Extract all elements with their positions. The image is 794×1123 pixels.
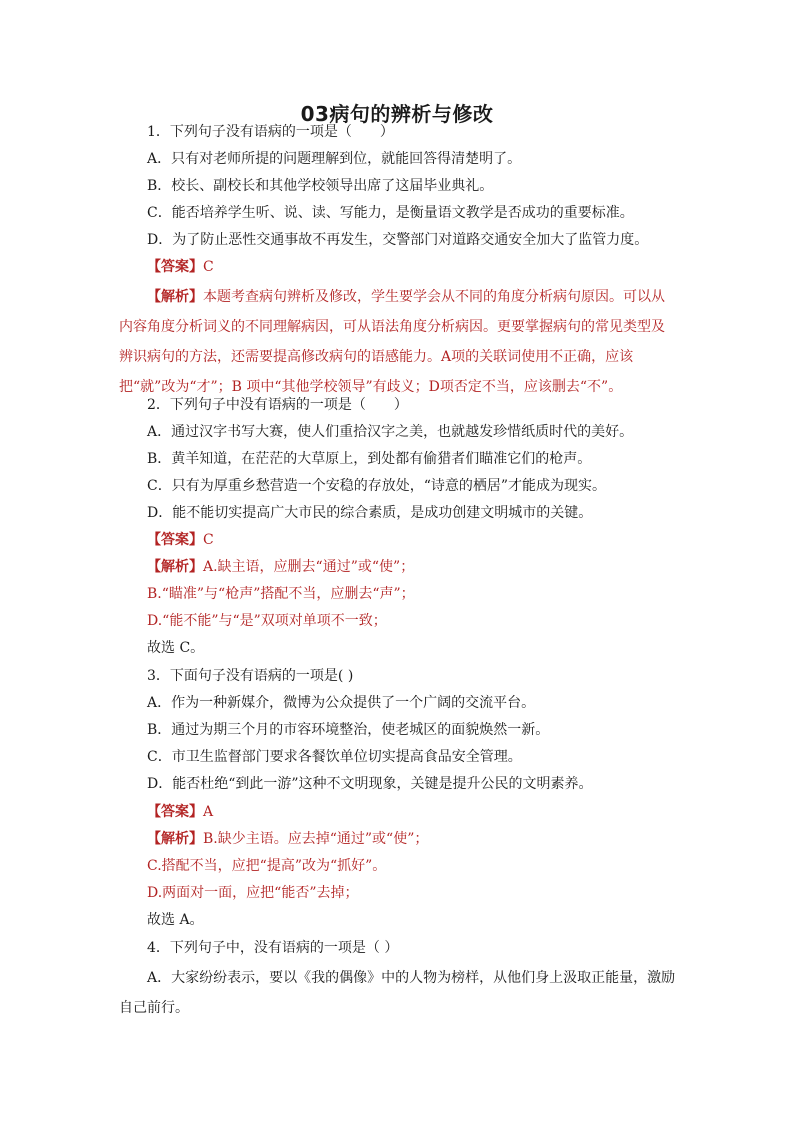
q2-option-c: C．只有为厚重乡愁营造一个安稳的存放处，“诗意的栖居”才能成为现实。	[147, 478, 607, 494]
q1-answer	[147, 257, 677, 277]
q3-option-a: A．作为一种新媒介，微博为公众提供了一个广阔的交流平台。	[147, 695, 536, 711]
q1-analysis-text: 本题考查病句辨析及修改，学生要学会从不同的角度分析病句原因。可以从内容角度分析词义的不同理解病因，可从语法角度分析病因。更要掌握病句的常见类型及辨识病句的方法，还需要提高修改病句的语感能力。A项的关联词使用不正确，应该把“就”改为“才”；B 项中“其他学校领导”有歧义；D项否定不当，应该删去“不”。	[119, 289, 665, 395]
q3-analysis-1: B.缺少主语。应去掉“通过”或“使”；	[203, 831, 429, 847]
page-title: 03病句的辨析与修改	[300, 102, 494, 126]
analysis-tag: 【解析】	[147, 831, 203, 847]
q2-analysis-1: A.缺主语，应删去“通过”或“使”；	[203, 559, 415, 575]
q2-analysis-3: D.“能不能”与“是”双项对单项不一致；	[147, 613, 387, 629]
q3-option-c: C．市卫生监督部门要求各餐饮单位切实提高食品安全管理。	[147, 749, 522, 765]
q2-answer	[147, 530, 677, 550]
q3-analysis-2: C.搭配不当，应把“提高”改为“抓好”。	[147, 858, 387, 874]
answer-tag: 【答案】	[147, 259, 203, 275]
q3-option-b: B．通过为期三个月的市容环境整治，使老城区的面貌焕然一新。	[147, 722, 550, 738]
q4-option-a: A．大家纷纷表示，要以《我的偶像》中的人物为榜样，从他们身上汲取正能量，激励自己前行。	[119, 970, 676, 1016]
q2-option-b: B．黄羊知道，在茫茫的大草原上，到处都有偷猎者们瞄准它们的枪声。	[147, 451, 592, 467]
q3-answer	[147, 802, 677, 822]
q4-stem: 4．下列句子中，没有语病的一项是（ ）	[147, 940, 399, 956]
q1-option-d: D．为了防止恶性交通事故不再发生，交警部门对道路交通安全加大了监管力度。	[147, 232, 649, 248]
answer-tag: 【答案】	[147, 804, 203, 820]
q1-answer-value: C	[203, 259, 214, 275]
q1-option-a: A．只有对老师所提的问题理解到位，就能回答得清楚明了。	[147, 151, 522, 167]
q2-stem: 2．下列句子中没有语病的一项是（ ）	[147, 397, 408, 413]
analysis-tag: 【解析】	[147, 559, 203, 575]
q1-option-c: C．能否培养学生听、说、读、写能力，是衡量语文教学是否成功的重要标准。	[147, 205, 634, 221]
q3-option-d: D．能否杜绝“到此一游”这种不文明现象，关键是提升公民的文明素养。	[147, 776, 593, 792]
q1-option-b: B．校长、副校长和其他学校领导出席了这届毕业典礼。	[147, 178, 494, 194]
answer-tag: 【答案】	[147, 532, 203, 548]
q1-stem: 1．下列句子没有语病的一项是（ ）	[147, 124, 394, 140]
q2-analysis-line-1	[147, 557, 677, 577]
q3-stem: 3．下面句子没有语病的一项是( )	[147, 668, 354, 684]
q1-analysis	[119, 282, 677, 402]
q2-conclusion: 故选 C。	[147, 640, 205, 656]
q3-conclusion: 故选 A。	[147, 912, 204, 928]
analysis-tag: 【解析】	[147, 289, 203, 305]
q2-option-a: A．通过汉字书写大赛，使人们重拾汉字之美，也就越发珍惜纸质时代的美好。	[147, 424, 634, 440]
q2-option-d: D．能不能切实提高广大市民的综合素质，是成功创建文明城市的关键。	[147, 505, 593, 521]
q2-analysis-2: B.“瞄准”与“枪声”搭配不当，应删去“声”；	[147, 586, 415, 602]
q2-answer-value: C	[203, 532, 214, 548]
q3-analysis-3: D.两面对一面，应把“能否”去掉；	[147, 885, 359, 901]
q3-answer-value: A	[203, 804, 214, 820]
q3-analysis-line-1	[147, 829, 677, 849]
